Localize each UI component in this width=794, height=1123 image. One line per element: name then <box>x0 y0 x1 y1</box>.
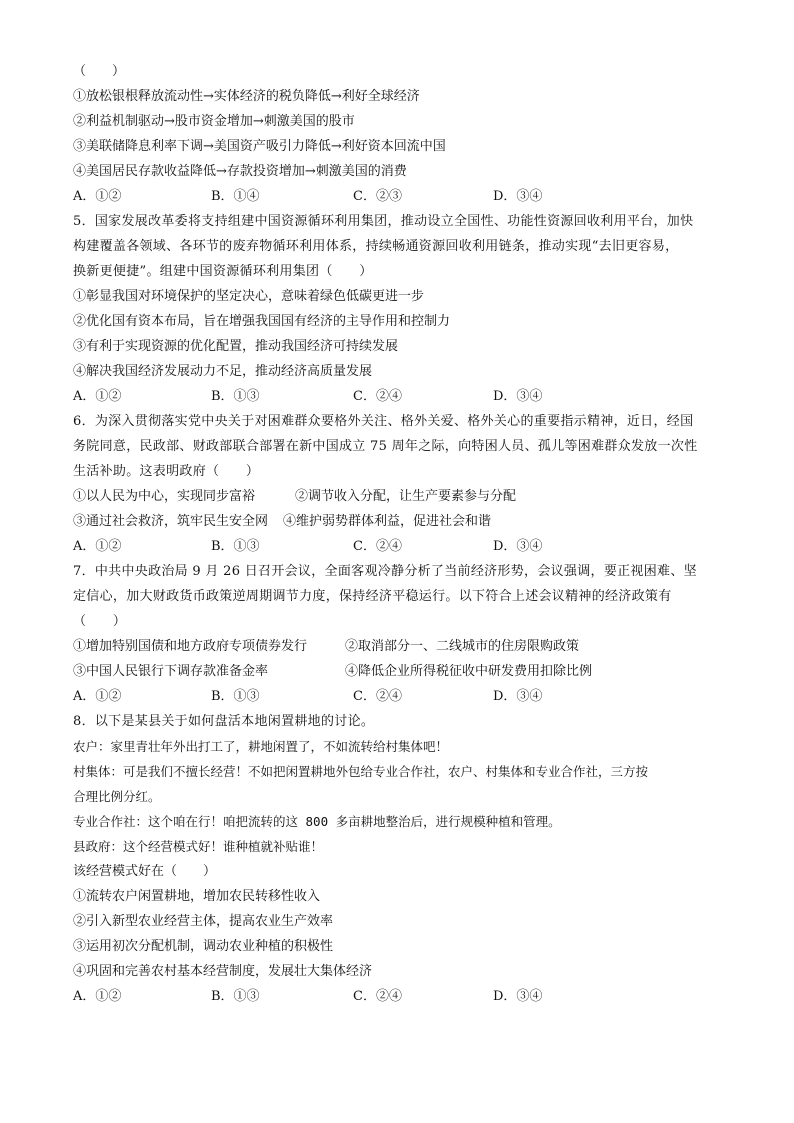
q4-option-a[interactable]: A．①② <box>73 189 122 204</box>
q7-items-row-2 <box>73 661 733 683</box>
q5-item-1: ①彰显我国对环境保护的坚定决心，意味着绿色低碳更进一步 <box>73 289 425 304</box>
q4-option-d[interactable]: D．③④ <box>493 189 543 204</box>
q5-stem-3: 换新更便捷”。组建中国资源循环利用集团（ ） <box>73 264 373 279</box>
q5-stem-1: 5．国家发展改革委将支持组建中国资源循环利用集团，推动设立全国性、功能性资源回收利用平台，加快 <box>73 214 694 229</box>
q5-option-a[interactable]: A．①② <box>73 389 122 404</box>
q8-dialog-cooperative: 专业合作社：这个咱在行！咱把流转的这 800 多亩耕地整治后，进行规模种植和管理。 <box>73 814 561 829</box>
q7-item-4: ④降低企业所得税征收中研发费用扣除比例 <box>345 664 593 679</box>
q6-option-a[interactable]: A．①② <box>73 539 122 554</box>
q8-item-3: ③运用初次分配机制，调动农业种植的积极性 <box>73 939 334 954</box>
q4-paren: （ ） <box>73 64 126 79</box>
q7-option-b[interactable]: B．①③ <box>211 689 260 704</box>
q6-item-3: ③通过社会救济，筑牢民生安全网 <box>73 514 269 529</box>
q8-stem: 8．以下是某县关于如何盘活本地闲置耕地的讨论。 <box>73 714 375 729</box>
q5-option-d[interactable]: D．③④ <box>493 389 543 404</box>
q6-option-d[interactable]: D．③④ <box>493 539 543 554</box>
q8-option-a[interactable]: A．①② <box>73 989 122 1004</box>
q5-option-b[interactable]: B．①③ <box>211 389 260 404</box>
q8-dialog-village-1: 村集体：可是我们不擅长经营！不如把闲置耕地外包给专业合作社，农户、村集体和专业合作社，三方按 <box>73 764 649 779</box>
q5-option-c[interactable]: C．②④ <box>353 389 402 404</box>
q8-option-c[interactable]: C．②④ <box>353 989 402 1004</box>
q5-item-2: ②优化国有资本布局，旨在增强我国国有经济的主导作用和控制力 <box>73 314 451 329</box>
q8-option-b[interactable]: B．①③ <box>211 989 260 1004</box>
q8-question: 该经营模式好在（ ） <box>73 864 217 879</box>
q5-item-3: ③有利于实现资源的优化配置，推动我国经济可持续发展 <box>73 339 399 354</box>
q7-item-1: ①增加特别国债和地方政府专项债券发行 <box>73 639 308 654</box>
q5-stem-2: 构建覆盖各领域、各环节的废弃物循环利用体系，持续畅通资源回收利用链条，推动实现“去旧更容易， <box>73 239 679 254</box>
q5-options <box>73 386 733 408</box>
q7-item-2: ②取消部分一、二线城市的住房限购政策 <box>345 639 580 654</box>
q6-items-row-1 <box>73 486 733 508</box>
q8-dialog-government: 县政府：这个经营模式好！谁种植就补贴谁！ <box>73 839 324 854</box>
q6-option-c[interactable]: C．②④ <box>353 539 402 554</box>
q6-item-4: ④维护弱势群体利益，促进社会和谐 <box>283 514 492 529</box>
q4-item-4: ④美国居民存款收益降低→存款投资增加→刺激美国的消费 <box>73 164 407 179</box>
q6-item-1: ①以人民为中心，实现同步富裕 <box>73 489 256 504</box>
q8-item-2: ②引入新型农业经营主体，提高农业生产效率 <box>73 914 334 929</box>
q7-options <box>73 686 733 708</box>
q6-stem-1: 6．为深入贯彻落实党中央关于对困难群众要格外关注、格外关爱、格外关心的重要指示精神，近日，经国 <box>73 414 694 429</box>
q7-items-row-1 <box>73 636 733 658</box>
q4-item-1: ①放松银根释放流动性→实体经济的税负降低→利好全球经济 <box>73 89 420 104</box>
q6-options <box>73 536 733 558</box>
q5-item-4: ④解决我国经济发展动力不足，推动经济高质量发展 <box>73 364 373 379</box>
q7-item-3: ③中国人民银行下调存款准备金率 <box>73 664 269 679</box>
q8-item-4: ④巩固和完善农村基本经营制度，发展壮大集体经济 <box>73 964 373 979</box>
q6-items-row-2 <box>73 511 733 533</box>
q7-stem-2: 定信心，加大财政货币政策逆周期调节力度，保持经济平稳运行。以下符合上述会议精神的经济政策有 <box>73 589 672 604</box>
q4-option-b[interactable]: B．①④ <box>211 189 260 204</box>
q7-option-a[interactable]: A．①② <box>73 689 122 704</box>
q4-item-3: ③美联储降息利率下调→美国资产吸引力降低→利好资本回流中国 <box>73 139 446 154</box>
q8-dialog-village-2: 合理比例分红。 <box>73 789 161 804</box>
q4-item-2: ②利益机制驱动→股市资金增加→刺激美国的股市 <box>73 114 355 129</box>
q4-options <box>73 186 733 208</box>
q8-item-1: ①流转农户闲置耕地，增加农民转移性收入 <box>73 889 321 904</box>
q4-option-c[interactable]: C．②③ <box>353 189 402 204</box>
q7-option-d[interactable]: D．③④ <box>493 689 543 704</box>
q6-item-2: ②调节收入分配，让生产要素参与分配 <box>295 489 517 504</box>
q6-stem-3: 生活补助。这表明政府（ ） <box>73 464 260 479</box>
q7-option-c[interactable]: C．②④ <box>353 689 402 704</box>
q6-option-b[interactable]: B．①③ <box>211 539 260 554</box>
q7-stem-3: （ ） <box>73 614 127 629</box>
q8-option-d[interactable]: D．③④ <box>493 989 543 1004</box>
q6-stem-2: 务院同意，民政部、财政部联合部署在新中国成立 75 周年之际，向特困人员、孤儿等困难群众发放一次性 <box>73 439 698 454</box>
q8-dialog-farmer: 农户：家里青壮年外出打工了，耕地闲置了，不如流转给村集体吧！ <box>73 739 449 754</box>
q8-options <box>73 986 733 1008</box>
q7-stem-1: 7．中共中央政治局 9 月 26 日召开会议，全面客观冷静分析了当前经济形势，会议强调，要正视困难、坚 <box>73 564 697 579</box>
